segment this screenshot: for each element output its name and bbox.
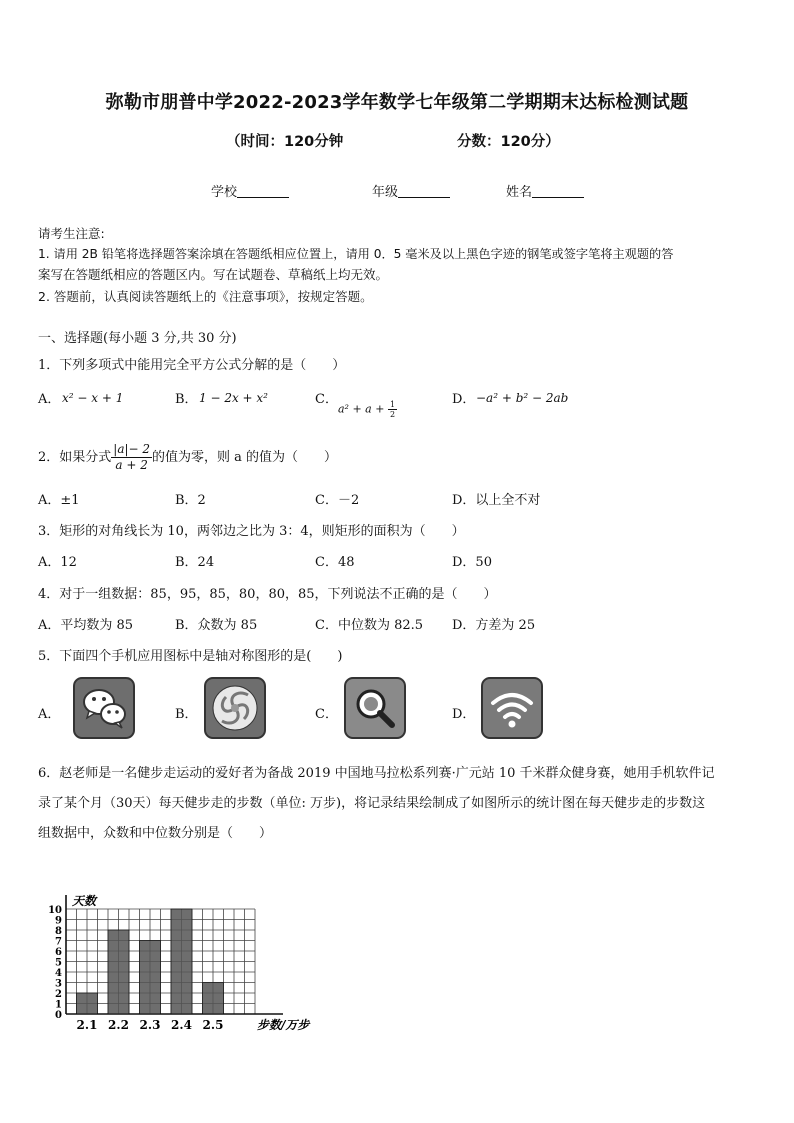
q1-option-a-label[interactable]: A． bbox=[38, 392, 61, 407]
y-tick-label: 6 bbox=[55, 947, 62, 958]
name-blank[interactable] bbox=[532, 183, 584, 198]
q1-option-b: 1 − 2x + x² bbox=[199, 391, 268, 405]
q3-option-d[interactable]: D．50 bbox=[452, 555, 492, 570]
section-heading: 一、选择题(每小题 3 分,共 30 分) bbox=[38, 331, 237, 346]
y-axis-label: 天数 bbox=[72, 894, 97, 908]
q4-option-c[interactable]: C．中位数为 82.5 bbox=[315, 618, 424, 633]
y-tick-label: 7 bbox=[55, 936, 62, 948]
q3-option-a[interactable]: A．12 bbox=[38, 555, 77, 570]
notice-heading: 请考生注意: bbox=[38, 226, 105, 241]
q3-option-b[interactable]: B．24 bbox=[175, 555, 215, 570]
bar-2.1 bbox=[77, 993, 98, 1014]
x-axis-label: 步数/万步 bbox=[257, 1018, 310, 1032]
exam-score: 分数：120分） bbox=[457, 134, 560, 150]
q1-option-d: −a² + b² − 2ab bbox=[476, 391, 569, 405]
q4-option-d[interactable]: D．方差为 25 bbox=[452, 618, 536, 633]
school-blank[interactable] bbox=[237, 183, 289, 198]
magnifier-icon[interactable] bbox=[344, 677, 406, 739]
bar-2.2 bbox=[108, 930, 129, 1014]
q5-option-b-label[interactable]: B． bbox=[175, 707, 198, 722]
question-1-stem: 1．下列多项式中能用完全平方公式分解的是（ ） bbox=[38, 358, 346, 373]
q1-option-a: x² − x + 1 bbox=[62, 391, 124, 405]
page-title: 弥勒市朋普中学2022-2023学年数学七年级第二学期期末达标检测试题 bbox=[105, 92, 689, 113]
chart-svg bbox=[40, 856, 310, 1036]
q2-option-b[interactable]: B．2 bbox=[175, 493, 206, 508]
x-tick-label: 2.4 bbox=[171, 1018, 192, 1032]
y-tick-label: 1 bbox=[55, 999, 62, 1011]
q1-option-d-label[interactable]: D． bbox=[452, 392, 476, 407]
y-tick-label: 3 bbox=[55, 978, 62, 990]
wechat-icon[interactable] bbox=[73, 677, 135, 739]
wifi-icon[interactable] bbox=[481, 677, 543, 739]
y-tick-label: 9 bbox=[55, 915, 62, 927]
question-6-line-1: 6．赵老师是一名健步走运动的爱好者为备战 2019 中国地马拉松系列赛·广元站 10 千米群众健身赛，她用手机软件记 bbox=[38, 766, 715, 781]
grade-field: 年级 bbox=[372, 181, 450, 200]
step-count-chart bbox=[40, 856, 310, 1036]
q2-option-d[interactable]: D．以上全不对 bbox=[452, 493, 541, 508]
x-tick-label: 2.5 bbox=[202, 1018, 224, 1032]
question-2-stem: 2．如果分式 $\frac{|a|- 2}{a + 2}$ 的值为零，则 a 的值为（ ） bbox=[38, 442, 338, 472]
notice-line-1b: 案写在答题纸相应的答题区内。写在试题卷、草稿纸上均无效。 bbox=[38, 267, 389, 282]
q3-option-c[interactable]: C．48 bbox=[315, 555, 355, 570]
school-field: 学校 bbox=[211, 181, 289, 200]
q1-option-b-label[interactable]: B． bbox=[175, 392, 198, 407]
q4-option-b[interactable]: B．众数为 85 bbox=[175, 618, 258, 633]
question-6-line-3: 组数据中，众数和中位数分别是（ ） bbox=[38, 826, 273, 841]
question-3-stem: 3．矩形的对角线长为 10，两邻边之比为 3：4，则矩形的面积为（ ） bbox=[38, 524, 465, 539]
y-tick-label: 2 bbox=[55, 989, 62, 1000]
q1-option-c: a² + a + $\frac{1}{2}$ bbox=[338, 400, 396, 419]
y-tick-label: 0 bbox=[55, 1010, 62, 1021]
bar-2.5 bbox=[203, 983, 224, 1015]
q5-option-c-label[interactable]: C． bbox=[315, 707, 338, 722]
q4-option-a[interactable]: A．平均数为 85 bbox=[38, 618, 134, 633]
question-6-line-2: 录了某个月（30天）每天健步走的步数（单位: 万步)，将记录结果绘制成了如图所示的统计图在每天健步走的步数这 bbox=[38, 796, 706, 811]
x-tick-label: 2.3 bbox=[139, 1018, 161, 1032]
notice-line-2: 2. 答题前，认真阅读答题纸上的《注意事项》，按规定答题。 bbox=[38, 289, 373, 304]
notice-line-1a: 1. 请用 2B 铅笔将选择题答案涂填在答题纸相应位置上，请用 0．5 毫米及以上黑色字迹的钢笔或签字笔将主观题的答 bbox=[38, 247, 674, 261]
x-tick-label: 2.2 bbox=[108, 1018, 129, 1032]
y-tick-label: 5 bbox=[55, 957, 62, 969]
x-tick-label: 2.1 bbox=[76, 1018, 98, 1032]
y-tick-label: 8 bbox=[55, 926, 62, 937]
q5-option-d-label[interactable]: D． bbox=[452, 707, 476, 722]
name-field: 姓名 bbox=[506, 181, 584, 200]
swirl-icon[interactable] bbox=[204, 677, 266, 739]
bar-2.3 bbox=[140, 941, 161, 1015]
question-4-stem: 4．对于一组数据：85，95，85，80，80，85，下列说法不正确的是（ ） bbox=[38, 587, 497, 602]
q1-option-c-label[interactable]: C． bbox=[315, 392, 338, 407]
q5-option-a-label[interactable]: A． bbox=[38, 707, 61, 722]
exam-time: （时间：120分钟 bbox=[226, 134, 344, 150]
grade-blank[interactable] bbox=[398, 183, 450, 198]
q2-option-a[interactable]: A．±1 bbox=[38, 493, 80, 508]
bar-2.4 bbox=[171, 909, 192, 1014]
y-tick-label: 4 bbox=[55, 968, 62, 979]
y-tick-label: 10 bbox=[48, 905, 62, 916]
q2-option-c[interactable]: C．－2 bbox=[315, 493, 360, 508]
question-5-stem: 5．下面四个手机应用图标中是轴对称图形的是( ) bbox=[38, 649, 343, 664]
